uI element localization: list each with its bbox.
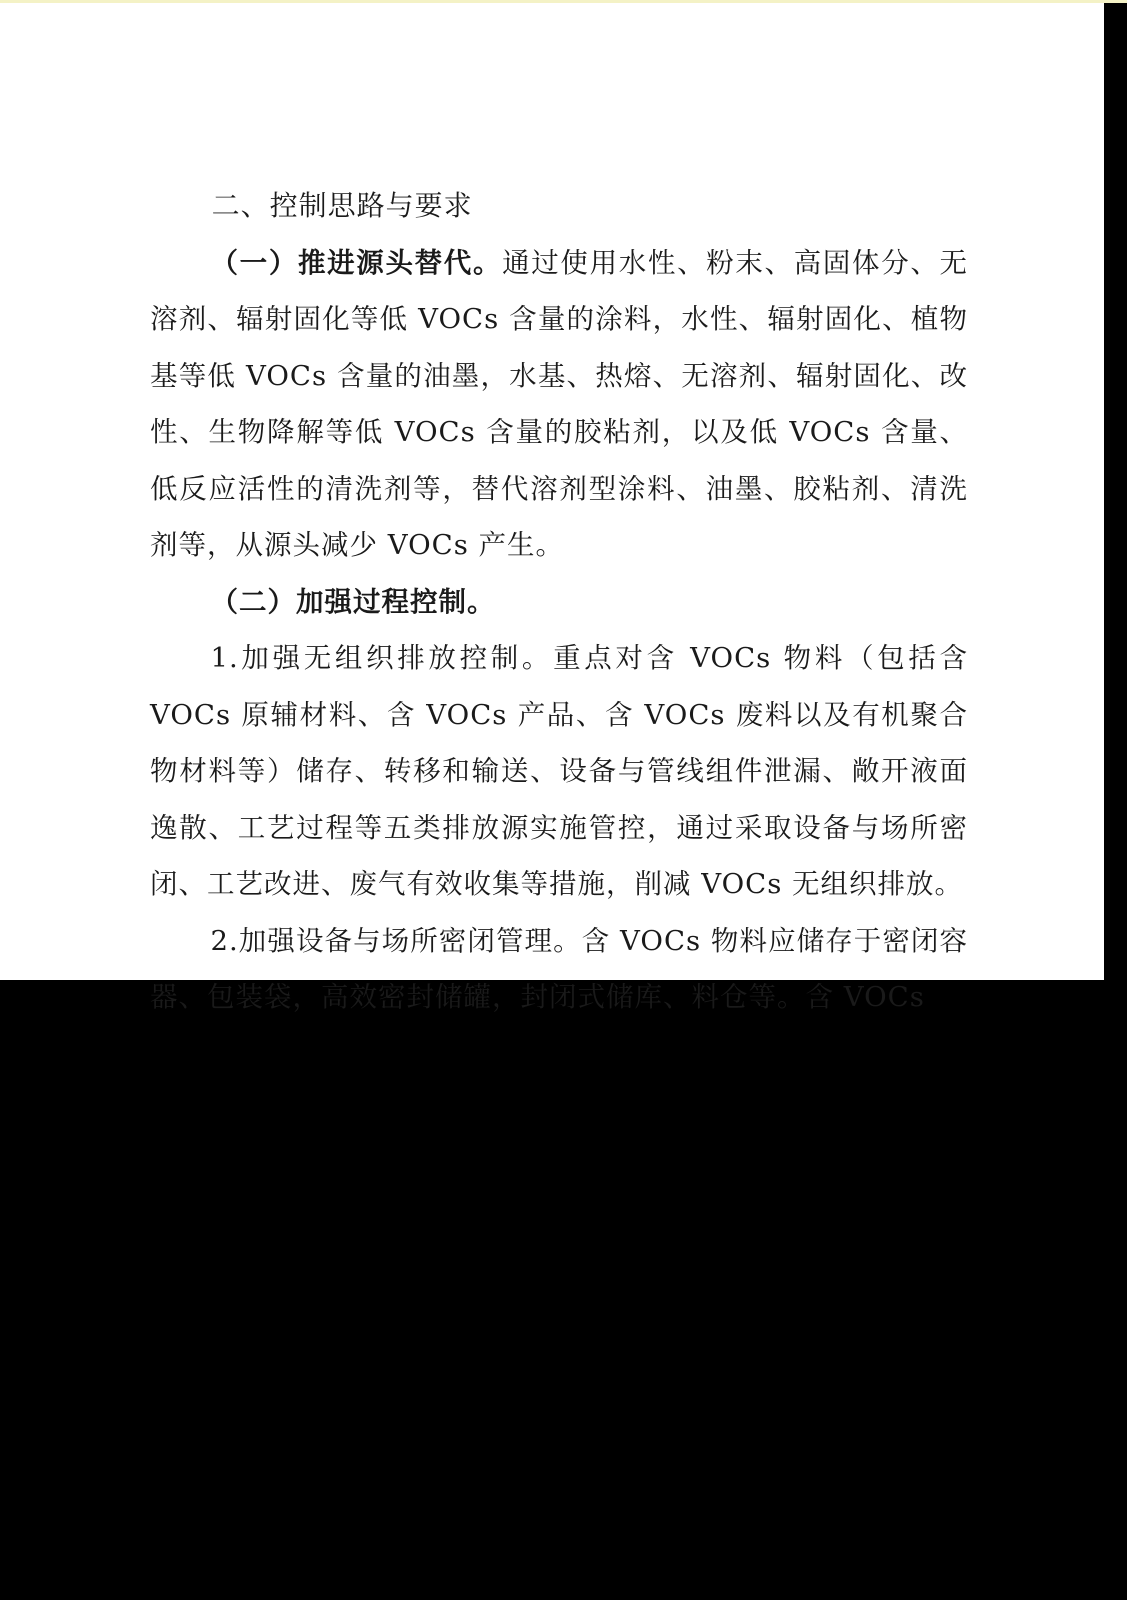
- paragraph-process-control: [150, 574, 968, 631]
- paragraph-body-1: 通过使用水性、粉末、高固体分、无溶剂、辐射固化等低 VOCs 含量的涂料，水性、辐射固化、植物基等低 VOCs 含量的油墨，水基、热熔、无溶剂、辐射固化、改性、生物降解等低 VOCs 含量的胶粘剂，以及低 VOCs 含量、低反应活性的清洗剂等，替代溶剂型涂料、油墨、胶粘剂、清洗剂等，从源头减少 VOCs 产生。: [150, 246, 969, 561]
- section-heading: 二、控制思路与要求: [211, 189, 473, 222]
- paragraph-source-substitution: [150, 235, 968, 574]
- scan-edge-band: [0, 0, 1127, 3]
- paragraph-item-2: 2.加强设备与场所密闭管理。含 VOCs 物料应储存于密闭容器、包装袋，高效密封储罐，封闭式储库、料仓等。含 VOCs: [150, 924, 968, 1013]
- subsection-lead-2: （二）加强过程控制。: [210, 585, 496, 618]
- document-body: [150, 178, 968, 1026]
- subsection-lead-1: （一）推进源头替代。: [210, 246, 503, 279]
- paragraph-item-1: 1.加强无组织排放控制。重点对含 VOCs 物料（包括含 VOCs 原辅材料、含 VOCs 产品、含 VOCs 废料以及有机聚合物材料等）储存、转移和输送、设备与管线组件泄漏、敞开液面逸散、工艺过程等五类排放源实施管控，通过采取设备与场所密闭、工艺改进、废气有效收集等措施，削减 VOCs 无组织排放。: [150, 642, 968, 900]
